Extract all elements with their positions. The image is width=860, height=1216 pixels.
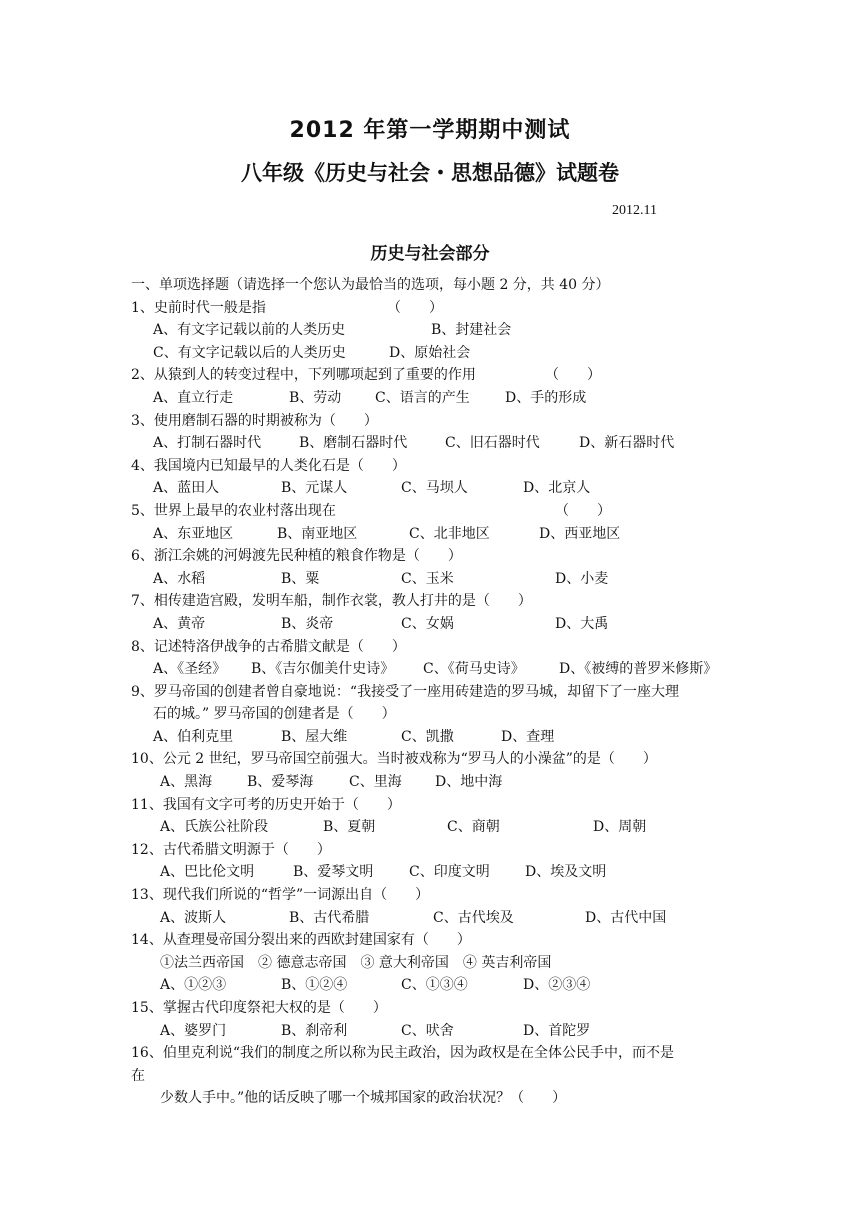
option-a: A、黑海 xyxy=(160,774,213,791)
question-stem: 12、古代希腊文明源于（ ） xyxy=(131,841,331,858)
option-d: D、原始社会 xyxy=(389,344,471,361)
option-a: A、黄帝 xyxy=(153,615,206,632)
option-c: C、古代埃及 xyxy=(433,909,514,926)
option-d: D、手的形成 xyxy=(505,389,587,406)
question-stem: 6、浙江余姚的河姆渡先民种植的粮食作物是（ ） xyxy=(131,548,462,565)
option-b: B、封建社会 xyxy=(431,322,512,339)
option-b: B、刹帝利 xyxy=(281,1022,348,1039)
option-b: B、古代希腊 xyxy=(289,909,370,926)
option-row xyxy=(131,342,741,365)
option-c: C、女娲 xyxy=(401,615,454,632)
option-b: B、劳动 xyxy=(289,389,342,406)
option-row xyxy=(131,974,741,997)
question-stem: 11、我国有文字可考的历史开始于（ ） xyxy=(131,796,401,813)
question-stem: 15、掌握古代印度祭祀大权的是（ ） xyxy=(131,1000,387,1016)
question-stem-cont: 少数人手中。”他的话反映了哪一个城邦国家的政治状况？（ ） xyxy=(160,1090,567,1107)
option-b: B、元谋人 xyxy=(281,480,348,497)
option-row xyxy=(131,861,741,884)
question-stem: 10、公元 2 世纪，罗马帝国空前强大。当时被戏称为“罗马人的小澡盆”的是（ ） xyxy=(131,751,657,768)
option-b: B、①②④ xyxy=(281,977,348,994)
option-d: D、首陀罗 xyxy=(523,1022,591,1039)
option-b: B、爱琴海 xyxy=(247,774,314,791)
option-d: D、北京人 xyxy=(523,480,591,497)
option-row xyxy=(131,477,741,500)
option-d: D、新石器时代 xyxy=(579,435,675,452)
option-d: D、周朝 xyxy=(593,819,647,836)
exam-date: 2012.11 xyxy=(612,203,657,218)
option-b: B、磨制石器时代 xyxy=(299,435,408,452)
option-row xyxy=(131,613,741,636)
answer-paren: （ ） xyxy=(555,502,611,519)
option-row xyxy=(131,816,741,839)
question-stem: 3、使用磨制石器的时期被称为（ ） xyxy=(131,412,378,429)
question-stem xyxy=(131,500,741,523)
exam-subtitle: 八年级《历史与社会・思想品德》试题卷 xyxy=(241,161,619,185)
question-stem: 16、伯里克利说“我们的制度之所以称为民主政治，因为政权是在全体公民手中，而不是 xyxy=(131,1045,674,1062)
option-d: D、大禹 xyxy=(555,615,609,632)
option-c: C、商朝 xyxy=(447,819,500,836)
question-stem-wrap: 在 xyxy=(131,1067,145,1084)
option-c: C、吠舍 xyxy=(401,1022,454,1039)
question-stem-cont: 石的城。” 罗马帝国的创建者是（ ） xyxy=(153,706,396,723)
section-title: 历史与社会部分 xyxy=(370,244,490,264)
option-d: D、埃及文明 xyxy=(525,864,607,881)
instructions: 一、单项选择题（请选择一个您认为最恰当的选项，每小题 2 分，共 40 分） xyxy=(131,277,610,293)
option-row xyxy=(131,907,741,930)
option-d: D、小麦 xyxy=(555,570,609,587)
question-stem xyxy=(131,297,741,320)
option-c: C、里海 xyxy=(349,774,402,791)
option-a: A、伯利克里 xyxy=(153,728,234,745)
option-d: D、②③④ xyxy=(523,977,591,994)
option-c: C、印度文明 xyxy=(409,864,490,881)
stem-text: 1、史前时代一般是指 xyxy=(131,299,266,316)
option-d: D、《被缚的普罗米修斯》 xyxy=(559,661,718,678)
option-row xyxy=(131,726,741,749)
option-row xyxy=(131,1020,741,1043)
option-row xyxy=(131,387,741,410)
option-row xyxy=(131,319,741,342)
option-c: C、马坝人 xyxy=(401,480,468,497)
option-a: A、东亚地区 xyxy=(153,525,234,542)
option-row xyxy=(131,568,741,591)
exam-title: 2012 年第一学期期中测试 xyxy=(289,118,571,143)
option-row xyxy=(131,523,741,546)
question-stem: 8、记述特洛伊战争的古希腊文献是（ ） xyxy=(131,638,406,655)
option-a: A、打制石器时代 xyxy=(153,435,262,452)
option-row xyxy=(131,771,741,794)
option-b: B、夏朝 xyxy=(323,819,376,836)
question-choices-list: ①法兰西帝国 ② 德意志帝国 ③ 意大利帝国 ④ 英吉利帝国 xyxy=(160,954,552,971)
question-stem: 14、从查理曼帝国分裂出来的西欧封建国家有（ ） xyxy=(131,932,471,949)
option-c: C、①③④ xyxy=(401,977,468,994)
stem-text: 2、从猿到人的转变过程中，下列哪项起到了重要的作用 xyxy=(131,367,476,384)
option-a: A、巴比伦文明 xyxy=(160,864,255,881)
option-c: C、玉米 xyxy=(401,570,454,587)
option-b: B、炎帝 xyxy=(281,615,334,632)
option-a: A、水稻 xyxy=(153,570,206,587)
option-a: A、《圣经》 xyxy=(153,661,227,678)
option-b: B、《吉尔伽美什史诗》 xyxy=(251,661,395,678)
option-d: D、古代中国 xyxy=(585,909,667,926)
stem-text: 5、世界上最早的农业村落出现在 xyxy=(131,502,336,519)
option-a: A、①②③ xyxy=(160,977,227,994)
answer-paren: （ ） xyxy=(545,367,601,384)
option-d: D、地中海 xyxy=(435,774,503,791)
option-b: B、粟 xyxy=(281,570,320,587)
option-row xyxy=(131,432,741,455)
option-a: A、直立行走 xyxy=(153,389,234,406)
question-stem xyxy=(131,364,741,387)
option-a: A、婆罗门 xyxy=(160,1022,227,1039)
option-c: C、《荷马史诗》 xyxy=(423,661,525,678)
question-stem: 4、我国境内已知最早的人类化石是（ ） xyxy=(131,457,406,474)
question-list xyxy=(131,274,741,1110)
option-a: A、氏族公社阶段 xyxy=(160,819,269,836)
option-d: D、西亚地区 xyxy=(539,525,621,542)
option-c: C、有文字记载以后的人类历史 xyxy=(153,344,346,361)
question-stem: 13、现代我们所说的“哲学”一词源出自（ ） xyxy=(131,887,430,904)
option-d: D、查理 xyxy=(501,728,555,745)
option-c: C、北非地区 xyxy=(409,525,490,542)
question-stem: 9、罗马帝国的创建者曾自豪地说：“我接受了一座用砖建造的罗马城，却留下了一座大理 xyxy=(131,683,680,700)
option-b: B、屋大维 xyxy=(281,728,348,745)
option-a: A、蓝田人 xyxy=(153,480,220,497)
answer-paren: （ ） xyxy=(387,299,443,316)
option-b: B、南亚地区 xyxy=(277,525,358,542)
option-a: A、有文字记载以前的人类历史 xyxy=(153,322,346,339)
option-c: C、旧石器时代 xyxy=(445,435,540,452)
option-b: B、爱琴文明 xyxy=(293,864,374,881)
option-a: A、波斯人 xyxy=(160,909,227,926)
option-row xyxy=(131,658,741,681)
option-c: C、语言的产生 xyxy=(375,389,470,406)
option-c: C、凯撒 xyxy=(401,728,454,745)
question-stem: 7、相传建造宫殿，发明车船，制作衣裳，教人打井的是（ ） xyxy=(131,593,532,610)
